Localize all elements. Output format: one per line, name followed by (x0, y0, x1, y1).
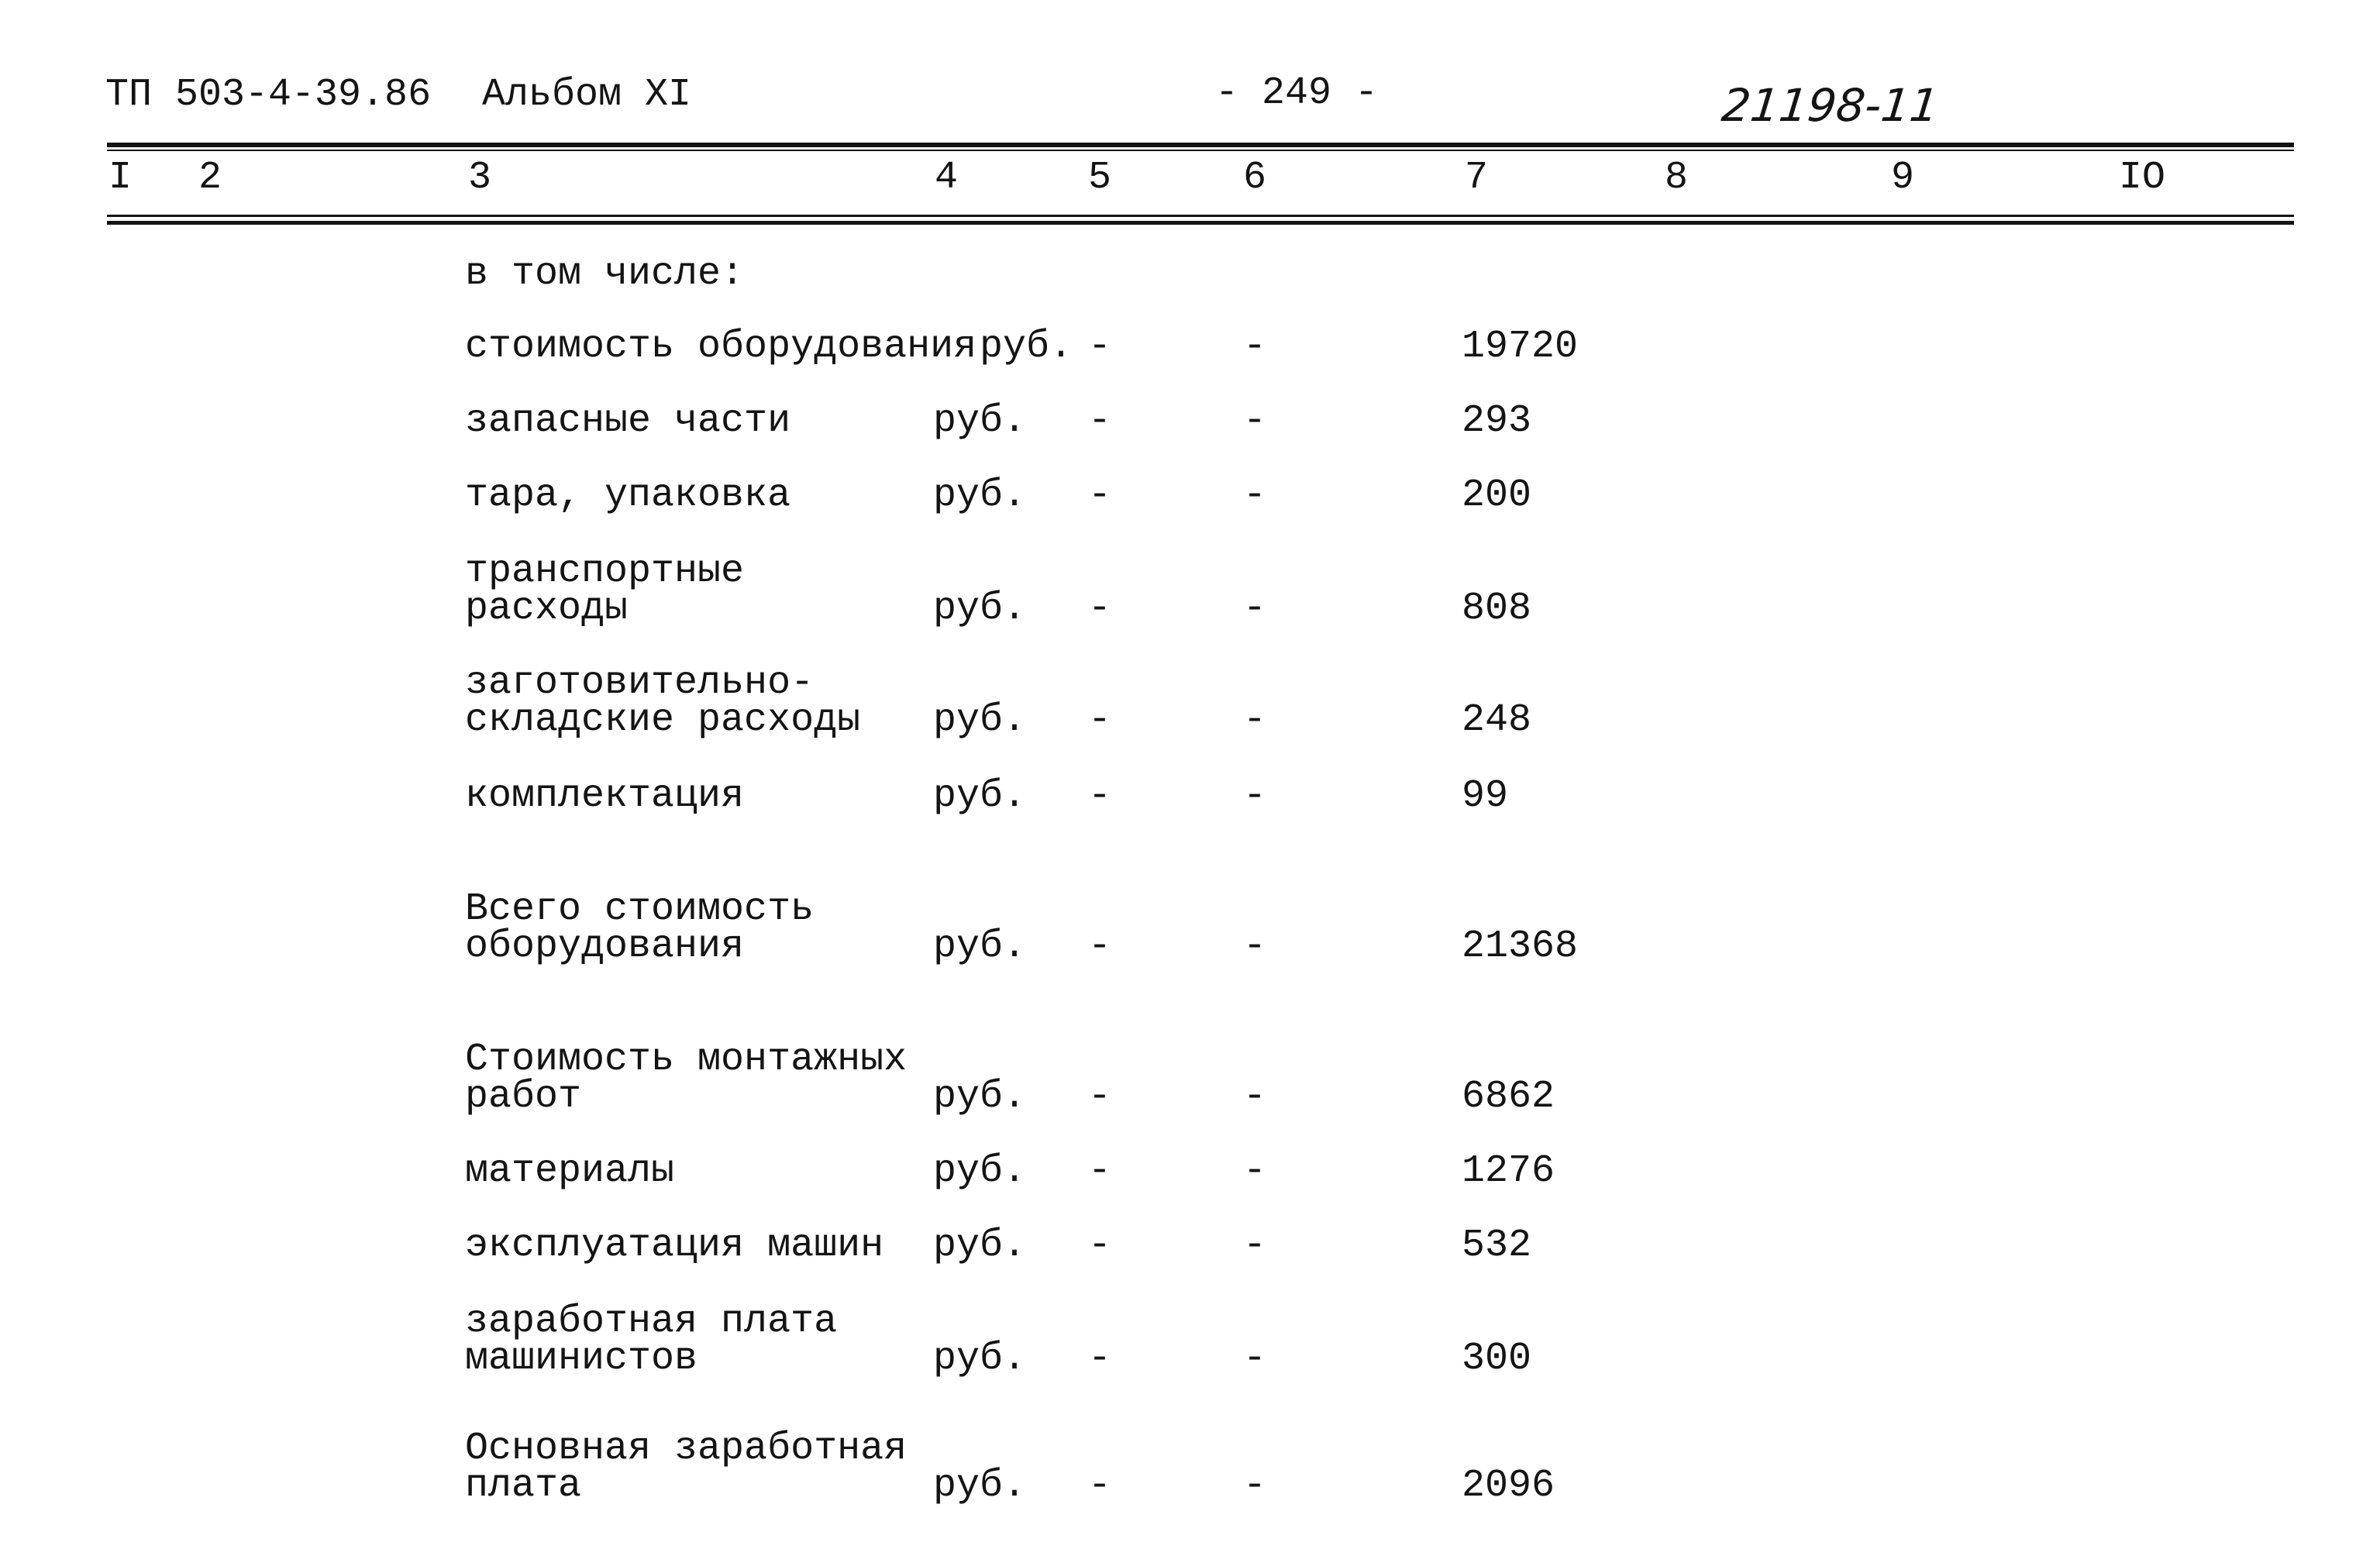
row-col6: - (1242, 1224, 1266, 1268)
column-number-3: 3 (468, 156, 492, 200)
row-value: 293 (1462, 399, 1532, 443)
row-col5: - (1087, 587, 1111, 631)
row-description-line2: машинистов (465, 1337, 698, 1381)
row-description-line2: плата (465, 1464, 582, 1508)
row-col5: - (1087, 473, 1111, 518)
row-unit: руб. (933, 399, 1027, 443)
column-number-7: 7 (1465, 156, 1489, 200)
row-unit: руб. (933, 1464, 1027, 1508)
row-unit: руб. (933, 1149, 1027, 1193)
row-col5: - (1087, 1224, 1111, 1268)
row-value: 532 (1462, 1224, 1532, 1268)
row-col5: - (1087, 1337, 1111, 1381)
inventory-stamp: 21198-11 (1719, 79, 1941, 132)
row-description-line2: складские расходы (465, 698, 861, 742)
row-col5: - (1087, 399, 1111, 443)
row-description: Стоимость монтажных (465, 1038, 908, 1082)
column-number-6: 6 (1243, 156, 1267, 200)
header-rule-thin (107, 150, 2294, 151)
row-description: запасные части (465, 399, 791, 443)
row-description-line2: расходы (465, 587, 629, 631)
row-col6: - (1242, 1075, 1266, 1119)
row-description: эксплуатация машин (465, 1224, 884, 1268)
row-value: 200 (1462, 473, 1532, 518)
row-col5: - (1087, 1149, 1111, 1193)
row-col6: - (1242, 1149, 1266, 1193)
row-col6: - (1242, 473, 1266, 518)
row-description: материалы (465, 1149, 675, 1193)
column-header-rule-thin (107, 215, 2294, 217)
page-number: - 249 - (1215, 71, 1379, 115)
row-description: заработная плата (465, 1300, 838, 1344)
row-unit: руб. (933, 774, 1027, 818)
intro-text: в том числе: (465, 252, 745, 296)
row-col6: - (1242, 587, 1266, 631)
row-description: тара, упаковка (465, 473, 791, 518)
row-description: заготовительно- (465, 661, 815, 705)
column-number-1: I (108, 156, 133, 200)
column-number-4: 4 (935, 156, 959, 200)
row-value: 1276 (1462, 1149, 1555, 1193)
row-unit: руб. (933, 1224, 1027, 1268)
row-description: Всего стоимость (465, 887, 815, 931)
row-col6: - (1242, 774, 1266, 818)
column-number-5: 5 (1088, 156, 1112, 200)
row-col5: - (1087, 698, 1111, 742)
row-description: стоимость оборудования (465, 325, 977, 369)
row-description: транспортные (465, 549, 745, 594)
row-value: 2096 (1462, 1464, 1555, 1508)
row-col6: - (1242, 1464, 1266, 1508)
row-col6: - (1242, 325, 1266, 369)
column-number-9: 9 (1891, 156, 1915, 200)
row-col6: - (1242, 698, 1266, 742)
row-value: 300 (1462, 1337, 1532, 1381)
row-unit: руб. (933, 473, 1027, 518)
row-col5: - (1087, 774, 1111, 818)
document-code: ТП 503-4-39.86 (105, 73, 432, 117)
row-description-line2: оборудования (465, 924, 745, 969)
header-rule-thick (107, 143, 2294, 147)
row-value: 19720 (1462, 325, 1579, 369)
row-value: 248 (1462, 698, 1532, 742)
column-number-10: IO (2119, 156, 2166, 200)
row-description-line2: работ (465, 1075, 582, 1119)
row-col5: - (1087, 1075, 1111, 1119)
column-number-8: 8 (1665, 156, 1689, 200)
row-unit: руб. (933, 924, 1027, 969)
row-unit: руб. (933, 587, 1027, 631)
row-value: 99 (1462, 774, 1509, 818)
row-col5: - (1087, 325, 1111, 369)
row-description: Основная заработная (465, 1427, 908, 1471)
row-value: 6862 (1462, 1075, 1555, 1119)
album-label: Альбом XI (482, 73, 692, 117)
row-col6: - (1242, 1337, 1266, 1381)
row-unit: руб. (933, 1075, 1027, 1119)
row-description: комплектация (465, 774, 745, 818)
row-col6: - (1242, 399, 1266, 443)
column-header-rule-thick (107, 221, 2294, 225)
row-col5: - (1087, 1464, 1111, 1508)
row-col5: - (1087, 924, 1111, 969)
row-value: 808 (1462, 587, 1532, 631)
row-unit: руб. (933, 698, 1027, 742)
column-number-2: 2 (198, 156, 222, 200)
row-unit: руб. (933, 1337, 1027, 1381)
row-col6: - (1242, 924, 1266, 969)
row-value: 21368 (1462, 924, 1579, 969)
row-unit: руб. (980, 325, 1073, 369)
